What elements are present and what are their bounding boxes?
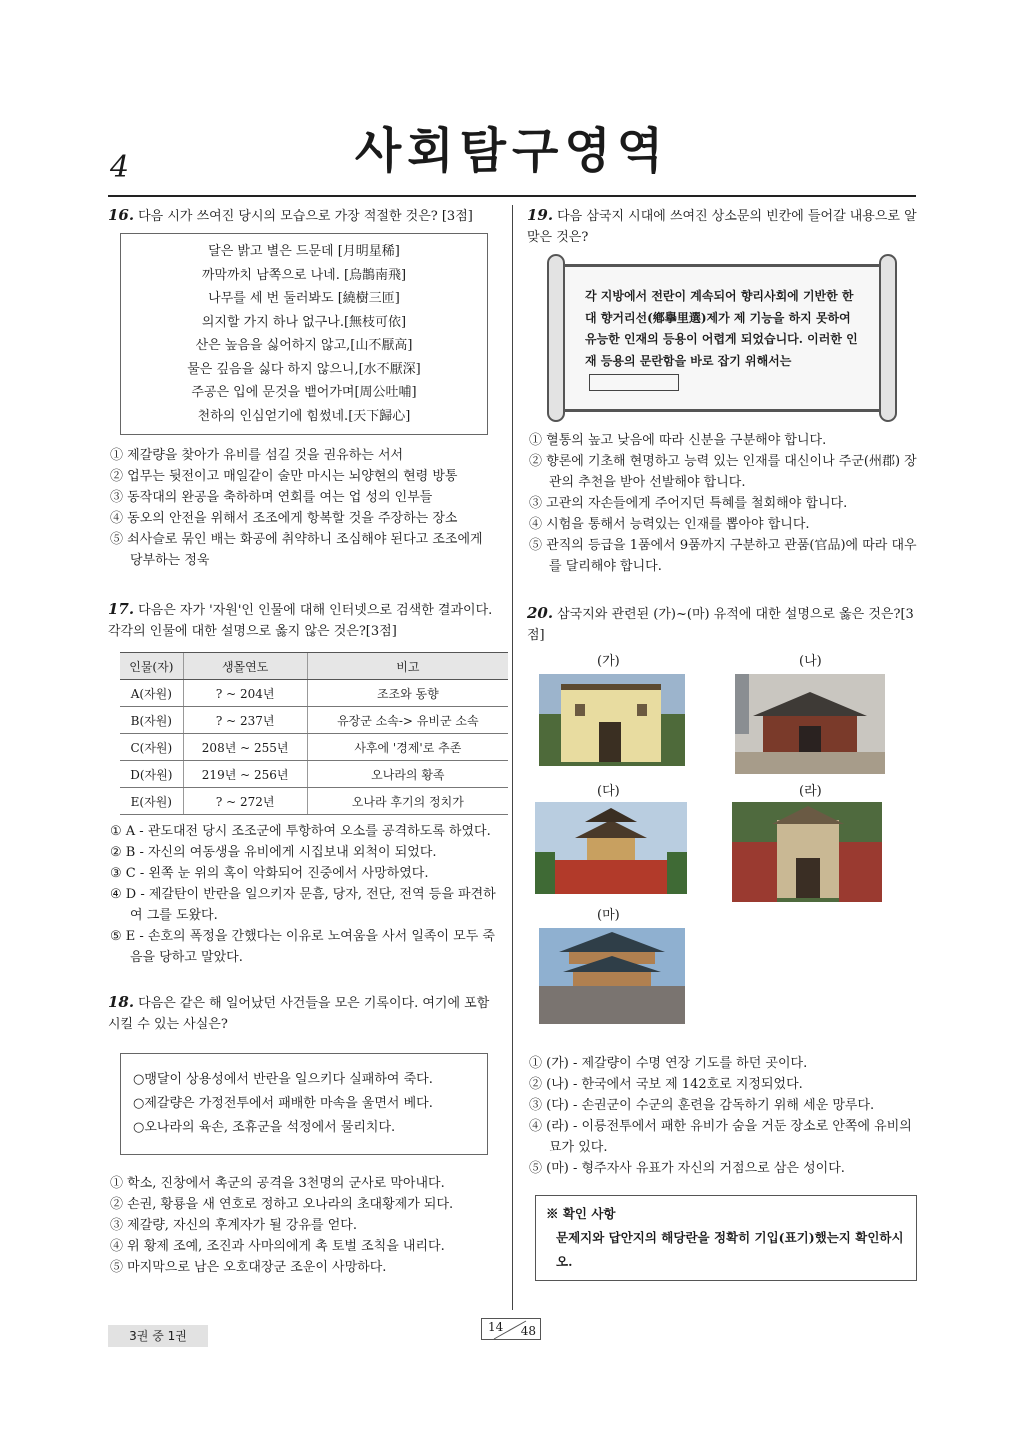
memorial-text: 각 지방에서 전란이 계속되어 향리사회에 기반한 한대 향거리선(鄕擧里選)제가 제 기능을 하지 못하여 유능한 인재의 등용이 어렵게 되었습니다. 이러한 인재 등용의 문란함을 바로 잡기 위해서는 [585, 289, 858, 368]
table-header: 생몰연도 [183, 653, 307, 680]
answer-option[interactable]: ① 혈통의 높고 낮음에 따라 신분을 구분해야 합니다. [529, 433, 827, 448]
answer-options [527, 1053, 919, 1179]
table-cell: 조조와 동향 [307, 680, 508, 707]
page-number: 4 [110, 150, 130, 185]
person-table [120, 652, 508, 815]
question-number: 19. [527, 206, 554, 224]
answer-options [527, 430, 919, 577]
table-header: 인물(자) [120, 653, 183, 680]
question-17 [108, 599, 498, 642]
page-title: 사회탐구영역 [354, 123, 670, 179]
answer-option[interactable]: ① A - 관도대전 당시 조조군에 투항하여 오소를 공격하도록 하였다. [110, 824, 491, 839]
answer-option[interactable]: ⑤ 마지막으로 남은 오호대장군 조운이 사망하다. [110, 1260, 387, 1275]
answer-option[interactable]: ② B - 자신의 여동생을 유비에게 시집보내 외척이 되었다. [110, 845, 437, 860]
record-line: ○오나라의 육손, 조휴군을 석정에서 물리치다. [133, 1120, 396, 1135]
answer-option[interactable]: ① 학소, 진창에서 촉군의 공격을 3천명의 군사로 막아내다. [110, 1176, 445, 1191]
table-cell: ? ~ 272년 [183, 788, 307, 815]
answer-options [108, 1173, 498, 1278]
table-row [120, 680, 508, 707]
booklet-label: 3권 중 1권 [108, 1325, 208, 1347]
site-photo-ga [539, 674, 685, 766]
poem-line: 물은 깊음을 싫다 하지 않으니,[水不厭深] [187, 361, 421, 377]
site-photos [527, 652, 919, 1047]
answer-option[interactable]: ⑤ (마) - 형주자사 유표가 자신의 거점으로 삼은 성이다. [529, 1161, 845, 1176]
header-rule [108, 195, 916, 197]
question-number: 16. [108, 206, 135, 224]
table-cell: A(자원) [120, 680, 183, 707]
photo-label: (마) [597, 908, 620, 923]
answer-option[interactable]: ③ (다) - 손권군이 수군의 훈련을 감독하기 위해 세운 망루다. [529, 1098, 875, 1113]
question-number: 17. [108, 600, 135, 618]
poem-line: 나무를 세 번 둘러봐도 [繞樹三匝] [208, 291, 400, 306]
table-cell: ? ~ 204년 [183, 680, 307, 707]
question-20 [527, 603, 919, 646]
answer-option[interactable]: ⑤ E - 손호의 폭정을 간했다는 이유로 노여움을 사서 일족이 모두 죽음을 당하고 말았다. [110, 929, 495, 965]
photo-label: (나) [799, 654, 822, 669]
question-19 [527, 205, 919, 248]
table-header: 비고 [307, 653, 508, 680]
answer-blank [589, 374, 679, 391]
answer-option[interactable]: ③ 동작대의 완공을 축하하며 연회를 여는 업 성의 인부들 [110, 490, 433, 505]
notice-title: ※ 확인 사항 [546, 1206, 616, 1221]
total-pages: 48 [520, 1324, 536, 1338]
question-text: 삼국지와 관련된 (가)~(마) 유적에 대한 설명으로 옳은 것은?[3점] [527, 607, 914, 643]
scroll-roll-icon [879, 254, 897, 422]
table-cell: C(자원) [120, 734, 183, 761]
answer-option[interactable]: ④ D - 제갈탄이 반란을 일으키자 문흠, 당자, 전단, 전역 등을 파견하여 그를 도왔다. [110, 887, 496, 923]
scroll-text [585, 286, 861, 394]
answer-option[interactable]: ② 업무는 뒷전이고 매일같이 술만 마시는 뇌양현의 현령 방통 [110, 469, 458, 484]
poem-line: 의지할 가지 하나 없구나.[無枝可依] [201, 314, 407, 330]
memorial-scroll [547, 254, 897, 422]
page-indicator [481, 1318, 541, 1340]
poem-box [120, 233, 488, 435]
question-number: 18. [108, 993, 135, 1011]
scroll-roll-icon [547, 254, 565, 422]
left-column [108, 205, 498, 1278]
question-text: 다음 삼국지 시대에 쓰여진 상소문의 빈칸에 들어갈 내용으로 알맞은 것은? [527, 209, 917, 245]
table-cell: 사후에 '경제'로 추존 [307, 734, 508, 761]
photo-label: (라) [799, 784, 822, 799]
site-photo-ra [732, 802, 882, 902]
site-photo-na [735, 674, 885, 774]
poem-line: 천하의 인심얻기에 힘썼네.[天下歸心] [197, 408, 411, 424]
table-row [120, 734, 508, 761]
answer-option[interactable]: ④ 동오의 안전을 위해서 조조에게 항복할 것을 주장하는 장소 [110, 511, 458, 526]
question-text: 다음은 자가 '자원'인 인물에 대해 인터넷으로 검색한 결과이다. 각각의 인물에 대한 설명으로 옳지 않은 것은?[3점] [108, 603, 493, 639]
table-cell: ? ~ 237년 [183, 707, 307, 734]
table-row [120, 788, 508, 815]
photo-label: (가) [597, 654, 620, 669]
question-number: 20. [527, 604, 554, 622]
poem-line: 달은 밝고 별은 드문데 [月明星稀] [208, 244, 400, 259]
table-cell: 오나라의 황족 [307, 761, 508, 788]
current-page: 14 [488, 1320, 504, 1334]
records-box [120, 1053, 488, 1155]
table-cell: 208년 ~ 255년 [183, 734, 307, 761]
column-divider [512, 205, 513, 1310]
question-text: 다음은 같은 해 일어났던 사건들을 모은 기록이다. 여기에 포함시킬 수 있는 사실은? [108, 996, 490, 1032]
poem-line: 주공은 입에 문것을 뱉어가며[周公吐哺] [191, 385, 417, 400]
photo-label: (다) [597, 784, 620, 799]
table-cell: B(자원) [120, 707, 183, 734]
question-16 [108, 205, 498, 227]
answer-options [108, 445, 498, 571]
table-cell: E(자원) [120, 788, 183, 815]
site-photo-da [535, 802, 687, 894]
poem-line: 산은 높음을 싫어하지 않고,[山不厭高] [195, 338, 413, 353]
question-text: 다음 시가 쓰여진 당시의 모습으로 가장 적절한 것은? [3점] [138, 209, 473, 224]
record-line: ○맹달이 상용성에서 반란을 일으키다 실패하여 죽다. [133, 1072, 433, 1087]
answer-option[interactable]: ③ 고관의 자손들에게 주어지던 특혜를 철회해야 합니다. [529, 496, 848, 511]
confirmation-notice [535, 1195, 917, 1281]
table-cell: 219년 ~ 256년 [183, 761, 307, 788]
answer-option[interactable]: ④ 시험을 통해서 능력있는 인재를 뽑아야 합니다. [529, 517, 810, 532]
answer-option[interactable]: ⑤ 쇠사슬로 묶인 배는 화공에 취약하니 조심해야 된다고 조조에게 당부하는 정욱 [110, 532, 483, 568]
answer-option[interactable]: ③ 제갈량, 자신의 후계자가 될 강유를 얻다. [110, 1218, 357, 1233]
table-row [120, 761, 508, 788]
answer-option[interactable]: ① (가) - 제갈량이 수명 연장 기도를 하던 곳이다. [529, 1056, 808, 1071]
answer-option[interactable]: ② 손권, 황룡을 새 연호로 정하고 오나라의 초대황제가 되다. [110, 1197, 454, 1212]
right-column [527, 205, 919, 1281]
answer-option[interactable]: ② (나) - 한국에서 국보 제 142호로 지정되었다. [529, 1077, 803, 1092]
table-cell: 유장군 소속-> 유비군 소속 [307, 707, 508, 734]
poem-line: 까막까치 남쪽으로 나네. [烏鵲南飛] [201, 267, 407, 283]
answer-option[interactable]: ③ C - 왼쪽 눈 위의 혹이 악화되어 진중에서 사망하였다. [110, 866, 429, 881]
answer-option[interactable]: ④ (라) - 이릉전투에서 패한 유비가 숨을 거둔 장소로 안쪽에 유비의 묘가 있다. [529, 1119, 912, 1155]
table-cell: D(자원) [120, 761, 183, 788]
answer-option[interactable]: ① 제갈량을 찾아가 유비를 섬길 것을 권유하는 서서 [110, 448, 404, 463]
answer-option[interactable]: ④ 위 황제 조예, 조진과 사마의에게 촉 토벌 조칙을 내리다. [110, 1239, 445, 1254]
notice-body: 문제지와 답안지의 해당란을 정확히 기입(표기)했는지 확인하시오. [556, 1230, 904, 1269]
answer-options [108, 821, 498, 968]
table-row [120, 707, 508, 734]
question-18 [108, 992, 498, 1035]
site-photo-ma [539, 928, 685, 1024]
table-cell: 오나라 후기의 정치가 [307, 788, 508, 815]
answer-option[interactable]: ⑤ 관직의 등급을 1품에서 9품까지 구분하고 관품(官品)에 따라 대우를 달리해야 합니다. [529, 538, 917, 574]
record-line: ○제갈량은 가정전투에서 패배한 마속을 울면서 베다. [133, 1096, 433, 1111]
answer-option[interactable]: ② 향론에 기초해 현명하고 능력 있는 인재를 대신이나 주군(州郡) 장관의 추천을 받아 선발해야 합니다. [529, 454, 917, 490]
